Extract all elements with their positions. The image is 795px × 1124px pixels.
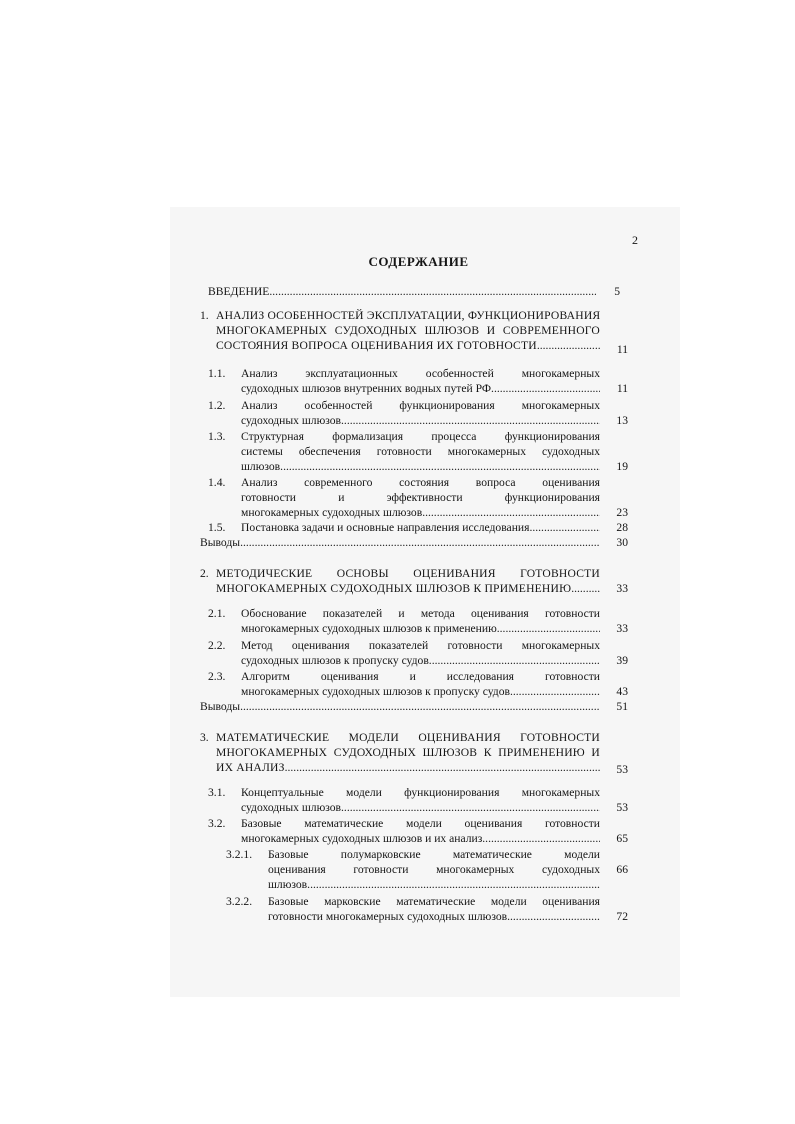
section-title-line: оценивания готовности многокамерных судоходных — [268, 863, 600, 877]
toc-page-number: 5 — [614, 285, 620, 298]
toc-page-number: 39 — [616, 654, 628, 667]
section-title-line: Концептуальные модели функционирования многокамерных — [241, 786, 600, 799]
toc-page-number: 19 — [616, 460, 628, 473]
toc-page-number: 53 — [616, 763, 628, 776]
section-number: 3.2.2. — [226, 895, 253, 908]
toc-page-number: 53 — [616, 801, 628, 814]
section-title-line: Анализ современного состояния вопроса оценивания — [241, 476, 600, 489]
toc-page-number: 11 — [616, 343, 628, 356]
chapter-title-line: СОСТОЯНИЯ ВОПРОСА ОЦЕНИВАНИЯ ИХ ГОТОВНОСТИ — [216, 339, 537, 353]
conclusion-label: Выводы — [200, 536, 241, 549]
section-title-line: судоходных шлюзов внутренних водных путей РФ — [241, 382, 492, 396]
toc-page-number: 65 — [616, 832, 628, 845]
page-number: 2 — [632, 233, 638, 247]
section-title-line: Алгоритм оценивания и исследования готовности — [241, 670, 600, 683]
toc-entry-intro[interactable] — [208, 284, 628, 299]
section-title-line: Базовые полумарковские математические модели — [268, 848, 600, 861]
section-number: 3.2. — [208, 817, 226, 830]
section-title-line: Анализ эксплуатационных особенностей многокамерных — [241, 367, 600, 380]
section-number: 2.3. — [208, 670, 226, 683]
toc-page-number: 33 — [616, 622, 628, 635]
section-title-line: готовности многокамерных судоходных шлюзов — [268, 910, 508, 924]
toc-page-number: 72 — [616, 910, 628, 923]
toc-page-number: 11 — [616, 382, 628, 395]
section-title-line: судоходных шлюзов — [241, 801, 342, 815]
toc-page-number: 33 — [616, 582, 628, 595]
toc-page-number: 23 — [616, 506, 628, 519]
section-number: 1.4. — [208, 476, 226, 489]
toc-page-number: 30 — [616, 536, 628, 549]
section-title-line: многокамерных судоходных шлюзов и их анализ — [241, 832, 483, 846]
toc-title: СОДЕРЖАНИЕ — [368, 254, 469, 269]
chapter-title-line: МНОГОКАМЕРНЫХ СУДОХОДНЫХ ШЛЮЗОВ К ПРИМЕНЕНИЮ И — [216, 746, 600, 760]
section-title-line: шлюзов — [241, 460, 281, 474]
section-title-line: судоходных шлюзов к пропуску судов — [241, 654, 429, 668]
section-title-line: судоходных шлюзов — [241, 414, 342, 428]
chapter-number: 1. — [200, 309, 209, 322]
section-title-line: многокамерных судоходных шлюзов — [241, 506, 423, 520]
chapter-title-line: МНОГОКАМЕРНЫХ СУДОХОДНЫХ ШЛЮЗОВ К ПРИМЕНЕНИЮ — [216, 582, 572, 596]
section-title-line: Базовые математические модели оценивания готовности — [241, 817, 600, 830]
section-title-line: многокамерных судоходных шлюзов к применению — [241, 622, 497, 636]
section-title-line: системы обеспечения готовности многокамерных судоходных — [241, 445, 600, 459]
section-title-line: Постановка задачи и основные направления исследования — [241, 521, 530, 534]
toc-conclusion-2[interactable] — [200, 699, 628, 714]
section-number: 2.1. — [208, 607, 226, 620]
toc-page-number: 66 — [616, 863, 628, 876]
section-title-line: Обоснование показателей и метода оценивания готовности — [241, 607, 600, 620]
section-title-line: готовности и эффективности функционирования — [241, 491, 600, 505]
section-number: 1.5. — [208, 521, 226, 534]
chapter-title-line: ИХ АНАЛИЗ — [216, 761, 285, 775]
toc-page-number: 28 — [616, 521, 628, 534]
section-title-line: Метод оценивания показателей готовности многокамерных — [241, 639, 600, 652]
chapter-title-line: АНАЛИЗ ОСОБЕННОСТЕЙ ЭКСПЛУАТАЦИИ, ФУНКЦИОНИРОВАНИЯ — [216, 309, 600, 322]
conclusion-label: Выводы — [200, 700, 241, 713]
toc-conclusion-1[interactable] — [200, 535, 628, 550]
section-title-line: Структурная формализация процесса функционирования — [241, 430, 600, 443]
toc-page-number: 13 — [616, 414, 628, 427]
chapter-title-line: МНОГОКАМЕРНЫХ СУДОХОДНЫХ ШЛЮЗОВ И СОВРЕМЕННОГО — [216, 324, 600, 338]
section-number: 1.3. — [208, 430, 226, 443]
chapter-number: 2. — [200, 567, 209, 580]
chapter-title-line: МАТЕМАТИЧЕСКИЕ МОДЕЛИ ОЦЕНИВАНИЯ ГОТОВНОСТИ — [216, 731, 600, 744]
section-title-line: Базовые марковские математические модели оценивания — [268, 895, 600, 908]
chapter-number: 3. — [200, 731, 209, 744]
section-number: 1.1. — [208, 367, 226, 380]
toc-page-number: 51 — [616, 700, 628, 713]
toc-page-number: 43 — [616, 685, 628, 698]
chapter-title-line: МЕТОДИЧЕСКИЕ ОСНОВЫ ОЦЕНИВАНИЯ ГОТОВНОСТИ — [216, 567, 600, 580]
section-number: 3.2.1. — [226, 848, 253, 861]
section-title-line: многокамерных судоходных шлюзов к пропуску судов — [241, 685, 510, 699]
section-number: 3.1. — [208, 786, 226, 799]
section-number: 1.2. — [208, 399, 226, 412]
section-title-line: шлюзов — [268, 878, 308, 892]
section-number: 2.2. — [208, 639, 226, 652]
section-title-line: Анализ особенностей функционирования многокамерных — [241, 399, 600, 412]
toc-entry-label: ВВЕДЕНИЕ — [208, 285, 270, 298]
